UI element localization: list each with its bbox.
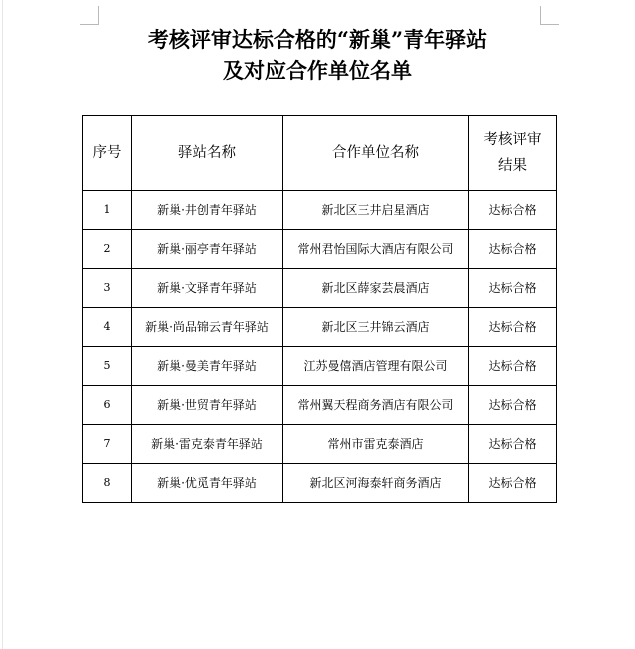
row-partner-name: 新北区河海泰轩商务酒店 <box>283 464 469 503</box>
row-result: 达标合格 <box>469 191 557 230</box>
row-station-name: 新巢·文驿青年驿站 <box>132 269 283 308</box>
margin-corner-mark-right <box>540 6 559 25</box>
table-row <box>83 269 557 308</box>
table-row <box>83 464 557 503</box>
row-result: 达标合格 <box>469 308 557 347</box>
row-partner-name: 新北区三井启星酒店 <box>283 191 469 230</box>
title-line-1: 考核评审达标合格的“新巢”青年驿站 <box>147 27 488 52</box>
table-row <box>83 425 557 464</box>
table-header-row <box>83 116 557 191</box>
row-result: 达标合格 <box>469 464 557 503</box>
row-station-name: 新巢·丽亭青年驿站 <box>132 230 283 269</box>
row-no: 5 <box>83 347 132 386</box>
row-partner-name: 常州君怡国际大酒店有限公司 <box>283 230 469 269</box>
header-review-result-line1: 考核评审 <box>483 132 542 148</box>
table-row <box>83 386 557 425</box>
table-row <box>83 191 557 230</box>
row-result: 达标合格 <box>469 386 557 425</box>
row-partner-name: 新北区三井锦云酒店 <box>283 308 469 347</box>
row-station-name: 新巢·优觅青年驿站 <box>132 464 283 503</box>
header-review-result-line2: 结果 <box>498 158 527 174</box>
table-row <box>83 230 557 269</box>
row-partner-name: 江苏曼僖酒店管理有限公司 <box>283 347 469 386</box>
header-station-name: 驿站名称 <box>132 116 283 191</box>
row-no: 1 <box>83 191 132 230</box>
row-station-name: 新巢·世贸青年驿站 <box>132 386 283 425</box>
row-no: 4 <box>83 308 132 347</box>
page-edge <box>2 0 3 649</box>
table-row <box>83 347 557 386</box>
header-partner-name: 合作单位名称 <box>283 116 469 191</box>
row-station-name: 新巢·曼美青年驿站 <box>132 347 283 386</box>
row-station-name: 新巢·尚品锦云青年驿站 <box>132 308 283 347</box>
title-line-2: 及对应合作单位名单 <box>223 58 412 83</box>
row-no: 3 <box>83 269 132 308</box>
row-partner-name: 常州市雷克泰酒店 <box>283 425 469 464</box>
margin-corner-mark-left <box>80 6 99 25</box>
row-partner-name: 新北区薛家芸晨酒店 <box>283 269 469 308</box>
row-no: 2 <box>83 230 132 269</box>
document-title <box>0 24 635 86</box>
row-station-name: 新巢·雷克泰青年驿站 <box>132 425 283 464</box>
row-no: 8 <box>83 464 132 503</box>
row-result: 达标合格 <box>469 347 557 386</box>
row-no: 6 <box>83 386 132 425</box>
row-result: 达标合格 <box>469 269 557 308</box>
row-result: 达标合格 <box>469 230 557 269</box>
row-station-name: 新巢·井创青年驿站 <box>132 191 283 230</box>
row-partner-name: 常州翼天程商务酒店有限公司 <box>283 386 469 425</box>
table-row <box>83 308 557 347</box>
row-result: 达标合格 <box>469 425 557 464</box>
header-no: 序号 <box>83 116 132 191</box>
station-list-table <box>82 115 557 503</box>
row-no: 7 <box>83 425 132 464</box>
header-review-result <box>469 116 557 191</box>
